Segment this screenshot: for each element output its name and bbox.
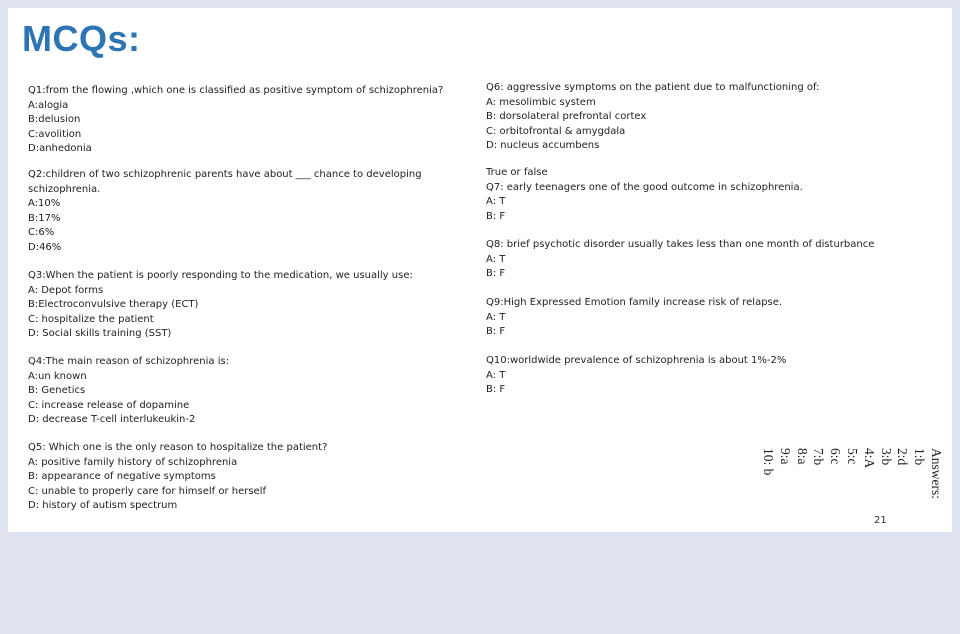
answer-item: 9:a	[777, 448, 793, 465]
answer-heading: Answers:	[929, 448, 944, 499]
slide-title: MCQs:	[22, 18, 141, 59]
answer-item: 3:b	[878, 448, 894, 466]
option-c: C: hospitalize the patient	[28, 313, 154, 325]
answer-item: 5:c	[845, 448, 861, 465]
answer-item: 1:b	[912, 448, 928, 466]
question-text: Q1:from the flowing ,which one is classified as positive symptom of schizophrenia?	[28, 85, 444, 96]
option-d: D:anhedonia	[28, 143, 92, 154]
option-d: D: nucleus accumbens	[486, 140, 600, 151]
option-b: B: F	[486, 210, 506, 222]
option-d: D: decrease T-cell interlukeukin-2	[28, 414, 196, 425]
answer-item: 10: b	[761, 448, 777, 476]
question-q8	[486, 238, 926, 282]
option-a: A: T	[486, 311, 506, 323]
option-d: D: history of autism spectrum	[28, 500, 178, 511]
option-b: B:Electroconvulsive therapy (ECT)	[28, 299, 199, 310]
section-heading: True or false	[486, 167, 548, 178]
option-c: C: unable to properly care for himself or herself	[28, 485, 266, 497]
question-text: Q8: brief psychotic disorder usually takes less than one month of disturbance	[486, 239, 875, 250]
question-text: Q10:worldwide prevalence of schizophrenia is about 1%-2%	[486, 355, 787, 366]
option-b: B: appearance of negative symptoms	[28, 471, 216, 482]
option-a: A: Depot forms	[28, 284, 104, 296]
question-text: Q5: Which one is the only reason to hospitalize the patient?	[28, 442, 328, 453]
option-a: A: T	[486, 253, 506, 265]
question-q7	[486, 166, 926, 224]
question-q4	[28, 355, 468, 428]
option-b: B: F	[486, 384, 506, 395]
option-a: A: T	[486, 196, 506, 207]
option-a: A: T	[486, 369, 506, 381]
page-number: 21	[874, 515, 887, 526]
answer-key	[761, 448, 944, 634]
question-q10	[486, 354, 926, 398]
option-a: A: positive family history of schizophrenia	[28, 456, 238, 468]
question-q5	[28, 441, 468, 514]
question-text: Q7: early teenagers one of the good outcome in schizophrenia.	[486, 181, 803, 193]
option-b: B: F	[486, 268, 506, 279]
question-q9	[486, 296, 926, 340]
option-b: B: F	[486, 326, 506, 337]
option-b: B:17%	[28, 212, 61, 224]
question-text: Q6: aggressive symptoms on the patient due to malfunctioning of:	[486, 82, 820, 93]
question-text: Q4:The main reason of schizophrenia is:	[28, 356, 230, 367]
option-d: D:46%	[28, 241, 62, 253]
option-b: B: dorsolateral prefrontal cortex	[486, 111, 647, 122]
answer-item: 4:A	[861, 448, 877, 469]
question-text: Q2:children of two schizophrenic parents have about ___ chance to developing schizophrenia.	[28, 169, 422, 195]
option-c: C:6%	[28, 227, 55, 238]
question-q6	[486, 81, 926, 154]
option-c: C:avolition	[28, 128, 82, 140]
slide	[8, 8, 952, 532]
option-b: B: Genetics	[28, 385, 86, 396]
option-b: B:delusion	[28, 114, 81, 125]
question-q1	[28, 84, 468, 157]
option-a: A:un known	[28, 370, 87, 382]
answer-item: 6:c	[828, 448, 844, 465]
answer-item: 8:a	[794, 448, 810, 465]
question-q2	[28, 168, 428, 255]
question-text: Q9:High Expressed Emotion family increase risk of relapse.	[486, 297, 783, 308]
option-a: A: mesolimbic system	[486, 96, 596, 108]
option-d: D: Social skills training (SST)	[28, 328, 172, 339]
option-c: C: increase release of dopamine	[28, 399, 190, 411]
question-text: Q3:When the patient is poorly responding to the medication, we usually use:	[28, 270, 413, 281]
answer-item: 7:b	[811, 448, 827, 466]
option-c: C: orbitofrontal & amygdala	[486, 125, 626, 137]
answer-item: 2:d	[895, 448, 911, 466]
option-a: A:10%	[28, 198, 61, 209]
question-q3	[28, 269, 468, 342]
option-a: A:alogia	[28, 99, 69, 111]
